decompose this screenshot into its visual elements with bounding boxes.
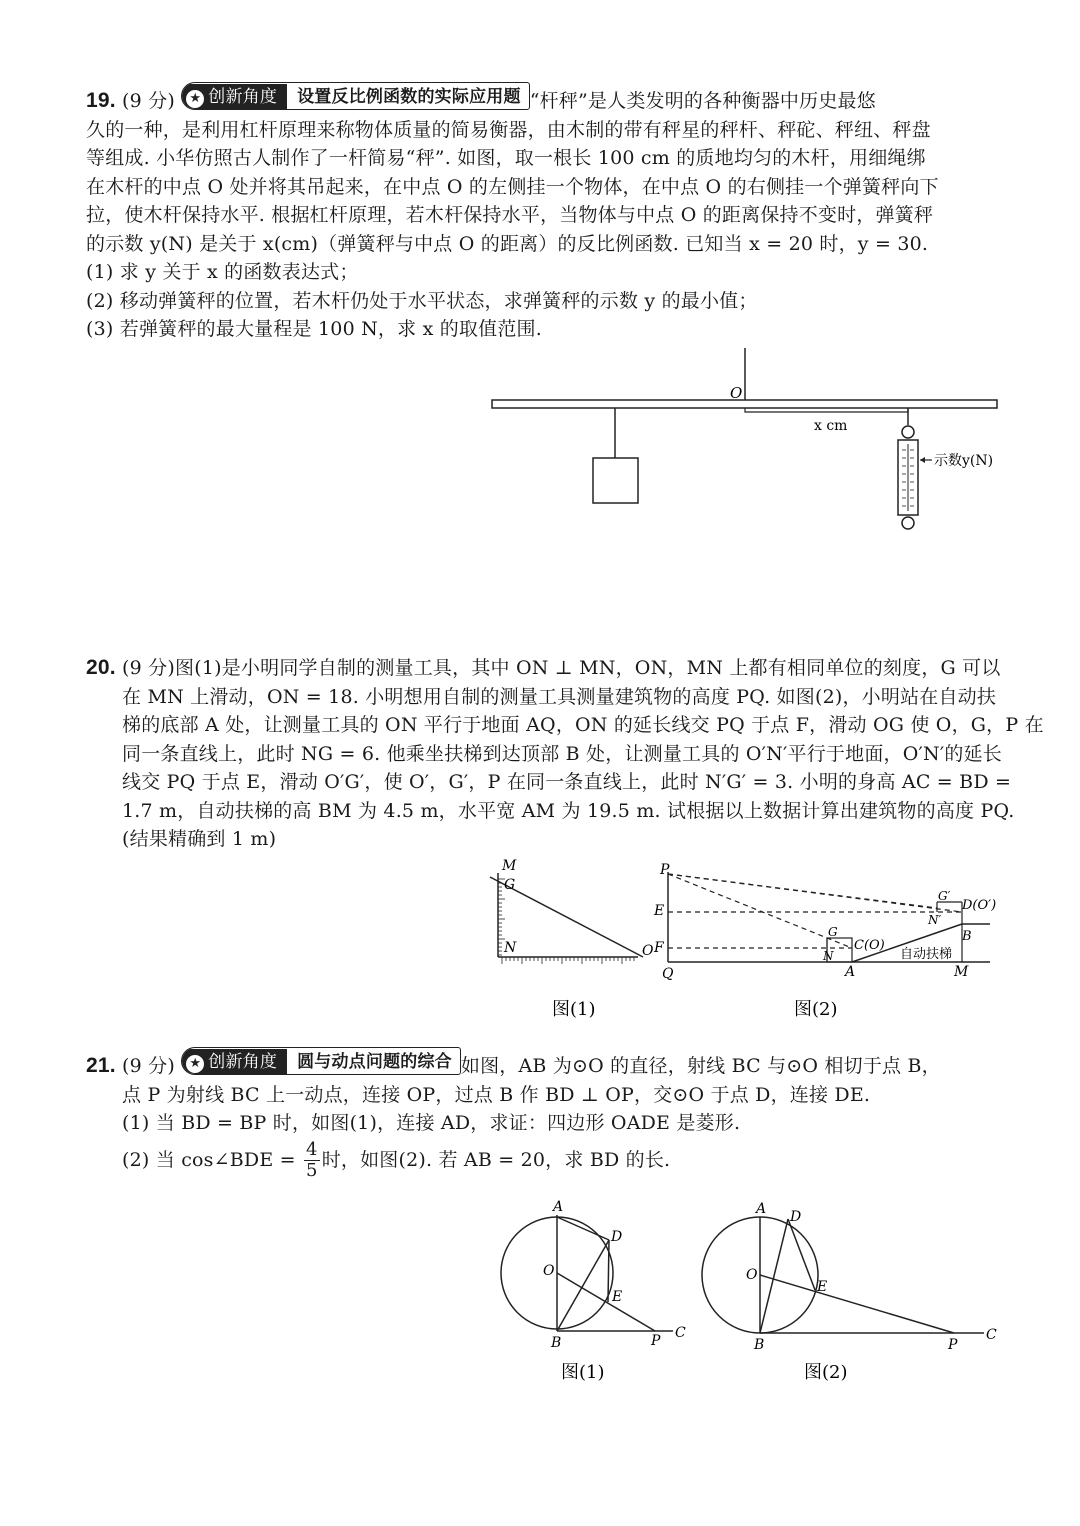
badge-topic: 圆与动点问题的综合 — [297, 1052, 452, 1072]
label-o: O — [543, 1263, 555, 1279]
label-b: B — [551, 1335, 562, 1351]
label-d-o: D(O′) — [962, 898, 997, 913]
label-g: G — [828, 925, 838, 939]
label-e: E — [817, 1279, 828, 1295]
label-q: Q — [662, 966, 674, 982]
q20-text-4: 同一条直线上，此时 NG = 6. 他乘坐扶梯到达顶部 B 处，让测量工具的 O′N′平行于地面，O′N′的延长 — [122, 742, 1002, 765]
question-number: 20. — [86, 656, 116, 679]
label-o: O — [642, 943, 654, 959]
q21-figure-1 — [495, 1195, 695, 1390]
q20-text-2: 在 MN 上滑动，ON = 18. 小明想用自制的测量工具测量建筑物的高度 PQ. 如图(2)，小明站在自动扶 — [122, 685, 997, 708]
q19-line-1 — [86, 82, 1006, 116]
q20-figure-2 — [652, 860, 1002, 1025]
label-g: G — [504, 877, 516, 893]
label-o: O — [746, 1267, 758, 1283]
q20-figure-1 — [488, 855, 668, 1025]
q21-part-1: (1) 当 BD = BP 时，如图(1)，连接 AD，求证：四边形 OADE 是菱形. — [122, 1112, 741, 1134]
q20-text-3: 梯的底部 A 处，让测量工具的 ON 平行于地面 AQ，ON 的延长线交 PQ 于点 F，滑动 OG 使 O，G，P 在 — [122, 714, 1044, 736]
label-a: A — [845, 964, 856, 980]
q21-text-1: 如图，AB 为⊙O 的直径，射线 BC 与⊙O 相切于点 B， — [460, 1055, 941, 1077]
wooden-rod — [492, 400, 997, 408]
q19-figure — [480, 340, 1010, 540]
q19-text-3: 等组成. 小华仿照古人制作了一杆简易“秤”. 如图，取一根长 100 cm 的质地均匀的木杆，用细绳绑 — [86, 147, 926, 169]
label-m: M — [502, 858, 517, 874]
label-escalator: 自动扶梯 — [900, 947, 953, 962]
q20-text-7: (结果精确到 1 m) — [122, 828, 277, 850]
innovation-badge — [181, 1047, 461, 1075]
fraction — [304, 1140, 320, 1181]
innovation-badge — [181, 82, 529, 110]
caption: 图(2) — [804, 1362, 848, 1383]
label-n-prime: N′ — [928, 913, 942, 927]
label-d: D — [790, 1209, 802, 1225]
q21-line-1 — [86, 1047, 1006, 1081]
q19-text-5: 拉，使木杆保持水平. 根据杠杆原理，若木杆保持水平，当物体与中点 O 的距离保持不变时，弹簧秤 — [86, 204, 934, 226]
q19-part-3: (3) 若弹簧秤的最大量程是 100 N，求 x 的取值范围. — [86, 318, 542, 340]
q21-text-2: 点 P 为射线 BC 上一动点，连接 OP，过点 B 作 BD ⊥ OP，交⊙O 于点 D，连接 DE. — [122, 1083, 871, 1106]
badge-tag: 创新角度 — [208, 1052, 278, 1072]
q19-part-1: (1) 求 y 关于 x 的函数表达式； — [86, 261, 359, 283]
label-p: P — [948, 1337, 958, 1353]
q20-text-5: 线交 PQ 于点 E，滑动 O′G′，使 O′，G′，P 在同一条直线上，此时 N′G′ = 3. 小明的身高 AC = BD = — [122, 771, 1012, 793]
question-21 — [86, 1047, 1006, 1182]
label-o: O — [730, 384, 743, 402]
label-p: P — [651, 1333, 661, 1349]
caption: 图(1) — [561, 1362, 605, 1383]
label-b: B — [962, 929, 972, 944]
q20-text-1: 图(1)是小明同学自制的测量工具，其中 ON ⊥ MN，ON，MN 上都有相同单位的刻度，G 可以 — [175, 657, 1001, 679]
label-x-cm: x cm — [814, 418, 848, 434]
fraction-numerator: 4 — [306, 1139, 318, 1160]
question-19 — [86, 82, 1006, 344]
points: (9 分) — [122, 657, 176, 679]
label-g-prime: G′ — [938, 889, 951, 903]
question-20 — [86, 654, 1044, 854]
q19-text-1: “杆秤”是人类发明的各种衡器中历史最悠 — [529, 90, 876, 112]
star-icon: ★ — [186, 1055, 204, 1073]
fraction-denominator: 5 — [306, 1160, 318, 1181]
label-b: B — [754, 1337, 765, 1353]
q21-part-2 — [86, 1138, 1006, 1182]
label-reading: 示数y(N) — [934, 453, 994, 469]
label-c: C — [675, 1325, 686, 1341]
label-e: E — [654, 903, 665, 919]
hanging-object — [593, 458, 638, 503]
points: (9 分) — [122, 90, 176, 112]
points: (9 分) — [122, 1055, 176, 1077]
label-d: D — [611, 1229, 623, 1245]
part2-pre: (2) 当 cos∠BDE = — [122, 1148, 296, 1171]
q19-text-2: 久的一种，是利用杠杆原理来称物体质量的简易衡器，由木制的带有秤星的秤杆、秤砣、秤纽、秤盘 — [86, 118, 931, 141]
q19-text-6: 的示数 y(N) 是关于 x(cm)（弹簧秤与中点 O 的距离）的反比例函数. 已知当 x = 20 时，y = 30. — [86, 232, 929, 255]
q20-line-1 — [86, 654, 1006, 683]
label-c-o: C(O) — [854, 938, 885, 953]
badge-tag: 创新角度 — [208, 87, 278, 107]
label-n: N — [823, 949, 834, 963]
q19-part-2: (2) 移动弹簧秤的位置，若木杆仍处于水平状态，求弹簧秤的示数 y 的最小值； — [86, 289, 758, 312]
label-f: F — [654, 940, 664, 956]
label-a: A — [553, 1199, 564, 1215]
question-number: 21. — [86, 1054, 116, 1077]
label-e: E — [612, 1289, 623, 1305]
caption: 图(1) — [552, 999, 596, 1020]
label-a: A — [756, 1201, 767, 1217]
badge-topic: 设置反比例函数的实际应用题 — [297, 87, 521, 107]
label-p: P — [660, 862, 670, 878]
q19-text-4: 在木杆的中点 O 处并将其吊起来，在中点 O 的左侧挂一个物体，在中点 O 的右侧挂一个弹簧秤向下 — [86, 175, 939, 198]
caption: 图(2) — [794, 999, 838, 1020]
label-c: C — [986, 1327, 997, 1343]
q20-text-6: 1.7 m，自动扶梯的高 BM 为 4.5 m，水平宽 AM 为 19.5 m. 试根据以上数据计算出建筑物的高度 PQ. — [122, 799, 1015, 822]
q21-figure-2 — [698, 1195, 1003, 1390]
label-n: N — [504, 940, 517, 956]
question-number: 19. — [86, 89, 116, 112]
star-icon: ★ — [186, 90, 204, 108]
part2-post: 时，如图(2). 若 AB = 20，求 BD 的长. — [321, 1148, 671, 1171]
label-m: M — [954, 964, 969, 980]
